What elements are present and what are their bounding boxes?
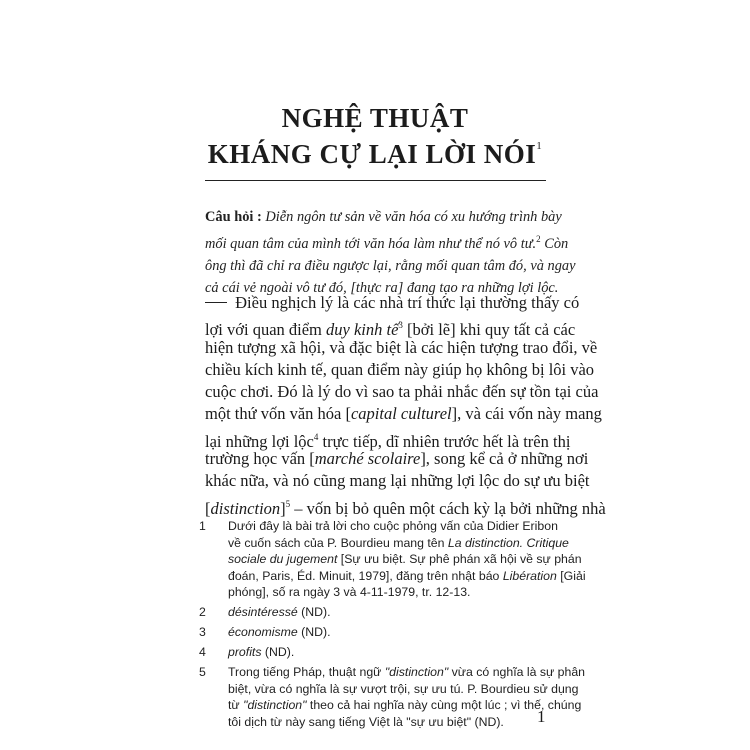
body-paragraph: Điều nghịch lý là các nhà trí thức lại thường thấy có lợi với quan điểm duy kinh tế$^3$ [bởi lẽ] khi quy tất cả các hiện tượng xã hội, và đặc biệt là các hiện tượng trao đổi, về chiều kích kinh tế, quan điểm này giúp họ không bị lôi vào cuộc chơi. Đó là lý do vì sao ta phải nhắc đến sự tồn tại của một thứ vốn văn hóa [capital culturel], và cái vốn này mang lại những lợi lộc$^4$ trực tiếp, dĩ nhiên trước hết là trên thị trường học vấn [marché scolaire], song kể cả ở những nơi khác nữa, và nó cũng mang lại những lợi lộc do sự ưu biệt [distinction]$^5$ – vốn bị bỏ quên một cách kỳ lạ bởi những nhà — [205, 293, 606, 518]
footnote-2: 2 désintéressé (ND). — [199, 605, 331, 619]
footnotes — [199, 518, 586, 734]
page-number: 1 — [537, 707, 546, 726]
title-divider — [205, 180, 546, 181]
interview-question: Câu hỏi : Diễn ngôn tư sản về văn hóa có xu hướng trình bày mối quan tâm của mình tới văn hóa làm như thể nó vô tư.$^2$ Còn ông thì đã chỉ ra điều ngược lại, rằng mối quan tâm đó, và ngay cả cái vẻ ngoài vô tư đó, [thực ra] đang tạo ra những lợi lộc. — [205, 209, 576, 296]
question-footnote-marker: 2 — [536, 234, 541, 244]
question-label: Câu hỏi : — [205, 209, 262, 225]
em-dash — [205, 302, 227, 303]
footnote-1: 1 Dưới đây là bài trả lời cho cuộc phỏng vấn của Didier Eribon về cuốn sách của P. Bourdieu mang tên La distinction. Critique sociale du jugement [Sự ưu biệt. Sự phê phán xã hội về sự phán đoán, Paris, Éd. Minuit, 1979], đăng trên nhật báo Libération [Giải phóng], số ra ngày 3 và 4-11-1979, tr. 12-13. — [199, 519, 586, 599]
footnote-5: 5 Trong tiếng Pháp, thuật ngữ "distinction" vừa có nghĩa là sự phân biệt, vừa có nghĩa là sự vượt trội, sự ưu tú. P. Bourdieu sử dụng từ "distinction" theo cả hai nghĩa này cùng một lúc ; vì thế, chúng tôi dịch từ này sang tiếng Việt là "sự ưu biệt" (ND). — [199, 665, 586, 729]
footnote-4: 4 profits (ND). — [199, 645, 295, 659]
chapter-title-line-2: KHÁNG CỰ LẠI LỜI NÓI$^1$ — [207, 139, 543, 169]
chapter-title-line-1: NGHỆ THUẬT — [281, 103, 469, 133]
footnote-3: 3 économisme (ND). — [199, 625, 331, 639]
title-footnote-marker: 1 — [536, 140, 543, 152]
